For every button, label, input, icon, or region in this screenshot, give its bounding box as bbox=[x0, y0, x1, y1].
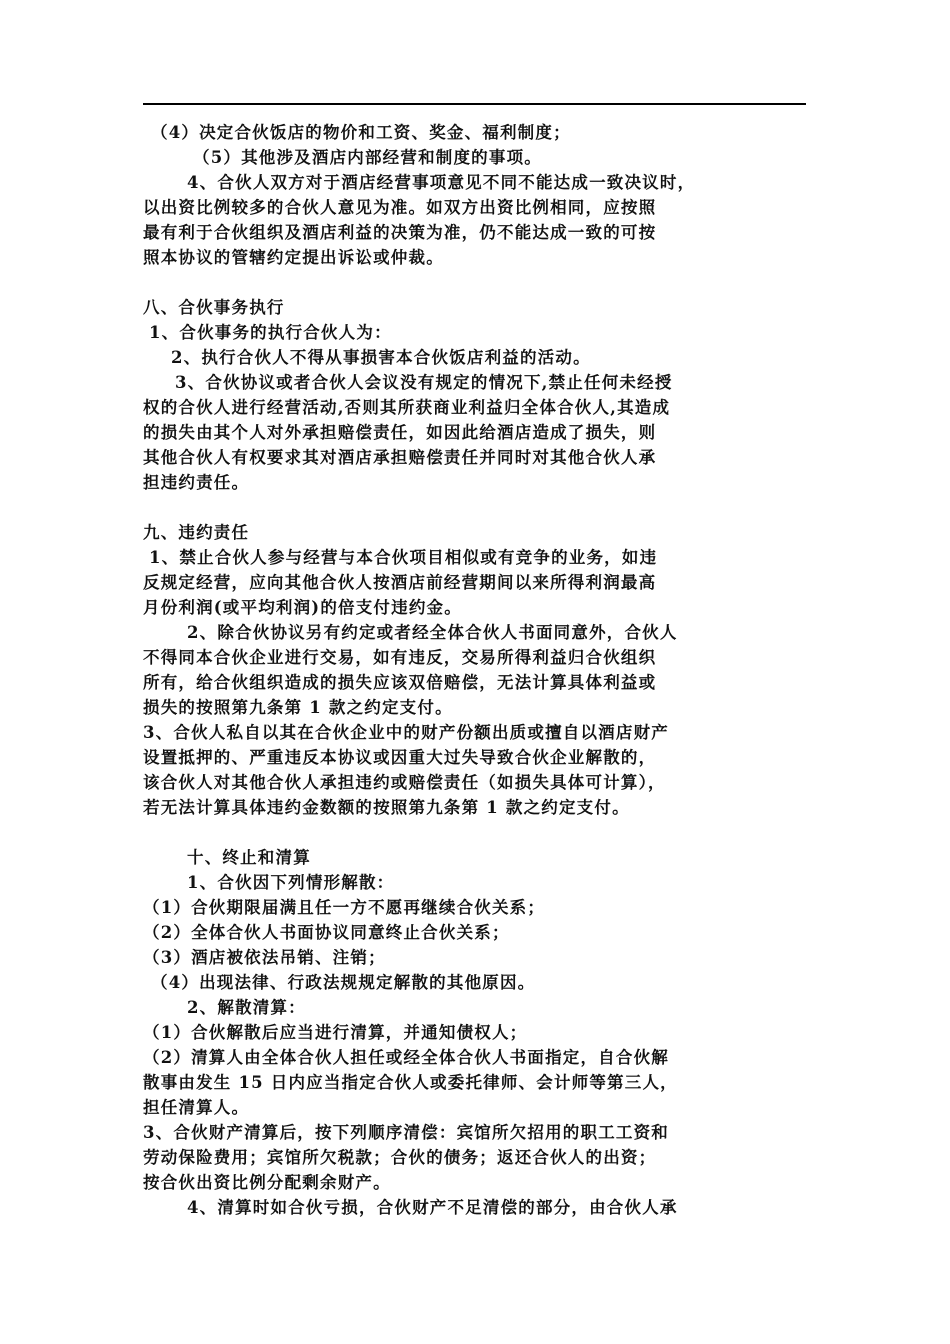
text-line: 按合伙出资比例分配剩余财产。 bbox=[143, 1173, 391, 1192]
text-line: 损失的按照第九条第 1 款之约定支付。 bbox=[143, 698, 453, 717]
text-line: 4、合伙人双方对于酒店经营事项意见不同不能达成一致决议时， bbox=[187, 173, 696, 192]
text-line: 照本协议的管辖约定提出诉讼或仲裁。 bbox=[143, 248, 444, 267]
text-line: 2、执行合伙人不得从事损害本合伙饭店利益的活动。 bbox=[171, 348, 591, 367]
header-rule bbox=[143, 103, 806, 105]
text-line: （1）合伙解散后应当进行清算，并通知债权人； bbox=[143, 1023, 528, 1042]
text-line: 4、清算时如合伙亏损，合伙财产不足清偿的部分，由合伙人承 bbox=[187, 1198, 678, 1217]
text-line: （3）酒店被依法吊销、注销； bbox=[143, 948, 386, 967]
text-line: 2、解散清算： bbox=[187, 998, 306, 1017]
document-body bbox=[143, 120, 813, 1220]
text-line: 3、合伙协议或者合伙人会议没有规定的情况下,禁止任何未经授 bbox=[175, 373, 673, 392]
text-line: 担违约责任。 bbox=[143, 473, 250, 492]
text-line: 若无法计算具体违约金数额的按照第九条第 1 款之约定支付。 bbox=[143, 798, 630, 817]
text-line: 3、合伙人私自以其在合伙企业中的财产份额出质或擅自以酒店财产 bbox=[143, 723, 669, 742]
text-line: 设置抵押的、严重违反本协议或因重大过失导致合伙企业解散的， bbox=[143, 748, 657, 767]
text-line: （1）合伙期限届满且任一方不愿再继续合伙关系； bbox=[143, 898, 546, 917]
text-line: （5）其他涉及酒店内部经营和制度的事项。 bbox=[193, 148, 542, 167]
text-line: 最有利于合伙组织及酒店利益的决策为准，仍不能达成一致的可按 bbox=[143, 223, 657, 242]
text-line: 该合伙人对其他合伙人承担违约或赔偿责任（如损失具体可计算）， bbox=[143, 773, 666, 792]
text-line: 劳动保险费用；宾馆所欠税款；合伙的债务；返还合伙人的出资； bbox=[143, 1148, 657, 1167]
text-line: （2）清算人由全体合伙人担任或经全体合伙人书面指定，自合伙解 bbox=[143, 1048, 669, 1067]
text-line: 以出资比例较多的合伙人意见为准。如双方出资比例相同，应按照 bbox=[143, 198, 657, 217]
text-line: 2、除合伙协议另有约定或者经全体合伙人书面同意外，合伙人 bbox=[187, 623, 678, 642]
text-line: 3、合伙财产清算后，按下列顺序清偿：宾馆所欠招用的职工工资和 bbox=[143, 1123, 669, 1142]
section-heading-8: 八、合伙事务执行 bbox=[143, 298, 285, 317]
text-line: 1、禁止合伙人参与经营与本合伙项目相似或有竞争的业务，如违 bbox=[149, 548, 658, 567]
text-line: （2）全体合伙人书面协议同意终止合伙关系； bbox=[143, 923, 510, 942]
text-line: 所有，给合伙组织造成的损失应该双倍赔偿，无法计算具体利益或 bbox=[143, 673, 657, 692]
text-line: 担任清算人。 bbox=[143, 1098, 250, 1117]
text-line: 月份利润(或平均利润)的倍支付违约金。 bbox=[143, 598, 462, 617]
text-line: 1、合伙事务的执行合伙人为： bbox=[149, 323, 392, 342]
text-line: 反规定经营，应向其他合伙人按酒店前经营期间以来所得利润最高 bbox=[143, 573, 657, 592]
text-line: 散事由发生 15 日内应当指定合伙人或委托律师、会计师等第三人， bbox=[143, 1073, 678, 1092]
text-line: 不得同本合伙企业进行交易，如有违反，交易所得利益归合伙组织 bbox=[143, 648, 657, 667]
section-heading-9: 九、违约责任 bbox=[143, 523, 250, 542]
section-heading-10: 十、终止和清算 bbox=[187, 848, 311, 867]
text-line: 权的合伙人进行经营活动,否则其所获商业利益归全体合伙人,其造成 bbox=[143, 398, 671, 417]
text-line: （4）决定合伙饭店的物价和工资、奖金、福利制度； bbox=[151, 123, 571, 142]
text-line: 1、合伙因下列情形解散： bbox=[187, 873, 395, 892]
text-line: 其他合伙人有权要求其对酒店承担赔偿责任并同时对其他合伙人承 bbox=[143, 448, 657, 467]
text-line: （4）出现法律、行政法规规定解散的其他原因。 bbox=[151, 973, 536, 992]
text-line: 的损失由其个人对外承担赔偿责任，如因此给酒店造成了损失，则 bbox=[143, 423, 657, 442]
